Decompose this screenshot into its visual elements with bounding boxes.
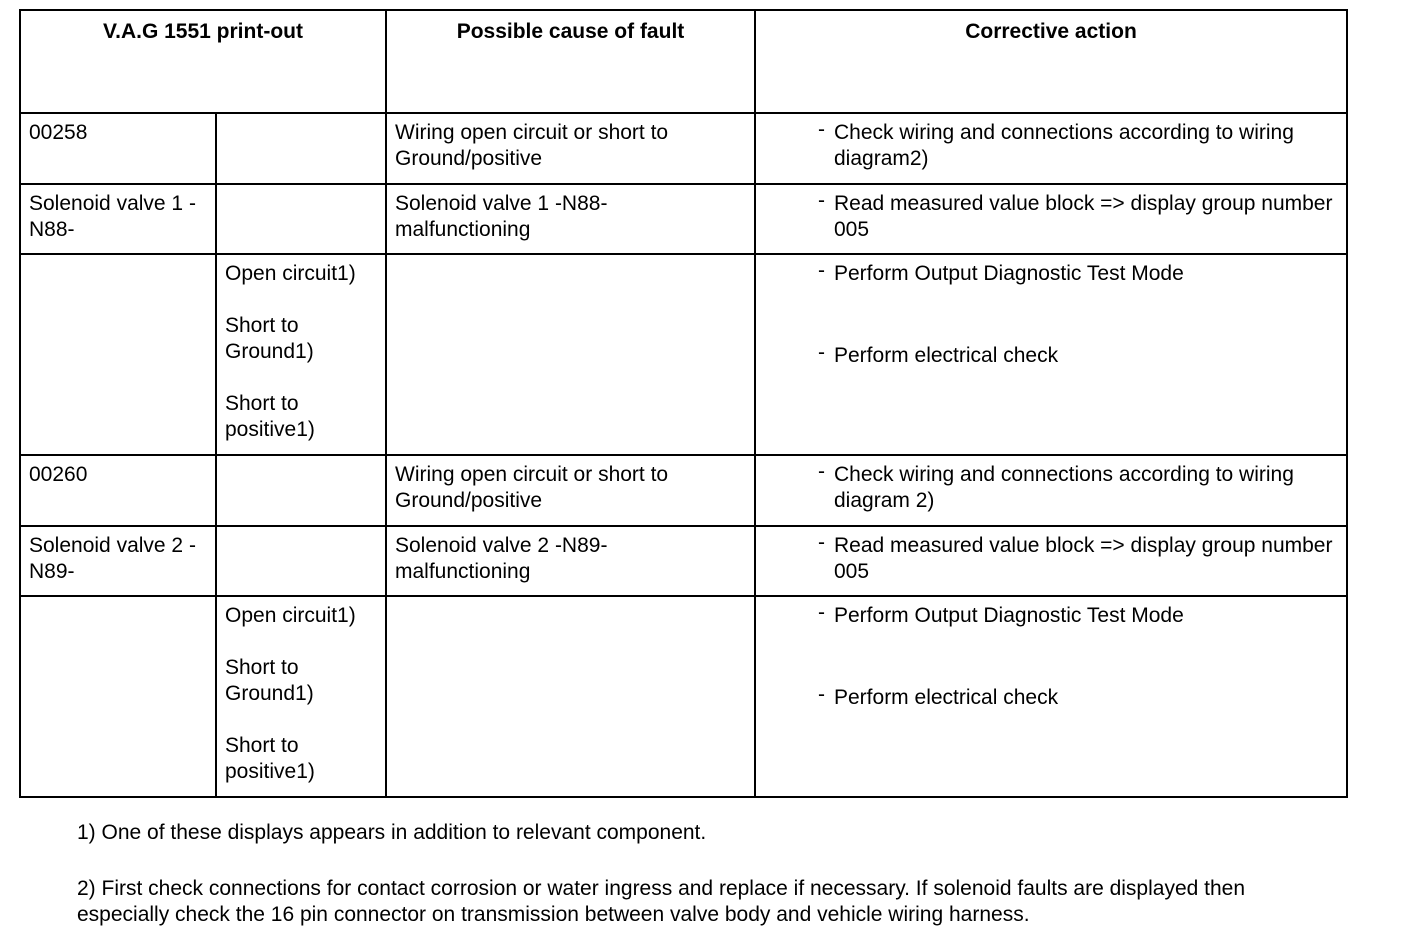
footnote-1: 1) One of these displays appears in addition to relevant component. xyxy=(77,821,707,844)
bullet-dash: - xyxy=(818,460,825,483)
sub-item: Open circuit1) xyxy=(225,262,356,285)
fault-sub xyxy=(216,113,386,184)
bullet-dash: - xyxy=(818,259,825,282)
sub-item: Short to positive1) xyxy=(225,734,315,783)
action-item: - Perform electrical check xyxy=(818,341,1059,367)
fault-code: 00258 xyxy=(20,113,216,184)
action-item: - Read measured value block => display group number 005 xyxy=(818,189,1333,241)
bullet-dash: - xyxy=(818,341,825,364)
bullet-dash: - xyxy=(818,601,825,624)
fault-sub xyxy=(216,526,386,596)
fault-action xyxy=(755,526,1347,596)
action-item: - Perform electrical check xyxy=(818,683,1059,709)
fault-action xyxy=(755,113,1347,184)
action-item: - Perform Output Diagnostic Test Mode xyxy=(818,601,1184,627)
fault-table xyxy=(19,9,1348,798)
fault-sub xyxy=(216,596,386,797)
fault-code: Solenoid valve 2 -N89- xyxy=(20,526,216,596)
table-row xyxy=(20,113,1347,184)
fault-code: 00260 xyxy=(20,455,216,526)
table-row xyxy=(20,526,1347,596)
table-row xyxy=(20,184,1347,254)
bullet-dash: - xyxy=(818,531,825,554)
sub-item: Open circuit1) xyxy=(225,604,356,627)
fault-action xyxy=(755,184,1347,254)
sub-item: Short to Ground1) xyxy=(225,656,314,705)
fault-cause xyxy=(386,254,755,455)
footnote-2: 2) First check connections for contact corrosion or water ingress and replace if necessary. If solenoid faults are displayed then especially check the 16 pin connector on transmission between valve body and vehicle wiring harness. xyxy=(77,877,1246,926)
sub-item: Short to Ground1) xyxy=(225,314,314,363)
header-action: Corrective action xyxy=(755,10,1347,113)
action-item: - Check wiring and connections according to wiring diagram2) xyxy=(818,118,1294,170)
header-printout: V.A.G 1551 print-out xyxy=(20,10,386,113)
table-row xyxy=(20,254,1347,455)
fault-code: Solenoid valve 1 -N88- xyxy=(20,184,216,254)
action-item: - Read measured value block => display group number 005 xyxy=(818,531,1333,583)
fault-cause xyxy=(386,596,755,797)
table-row xyxy=(20,596,1347,797)
fault-action xyxy=(755,455,1347,526)
table-row xyxy=(20,455,1347,526)
bullet-dash: - xyxy=(818,189,825,212)
fault-sub xyxy=(216,184,386,254)
header-cause: Possible cause of fault xyxy=(386,10,755,113)
fault-sub xyxy=(216,254,386,455)
bullet-dash: - xyxy=(818,683,825,706)
fault-cause: Solenoid valve 1 -N88- malfunctioning xyxy=(386,184,755,254)
fault-code xyxy=(20,596,216,797)
fault-action xyxy=(755,254,1347,455)
bullet-dash: - xyxy=(818,118,825,141)
fault-cause: Solenoid valve 2 -N89- malfunctioning xyxy=(386,526,755,596)
action-item: - Perform Output Diagnostic Test Mode xyxy=(818,259,1184,285)
fault-code xyxy=(20,254,216,455)
fault-action xyxy=(755,596,1347,797)
fault-cause: Wiring open circuit or short to Ground/positive xyxy=(386,455,755,526)
fault-sub xyxy=(216,455,386,526)
action-item: - Check wiring and connections according to wiring diagram 2) xyxy=(818,460,1294,512)
sub-item: Short to positive1) xyxy=(225,392,315,441)
header-row xyxy=(20,10,1347,113)
fault-cause: Wiring open circuit or short to Ground/positive xyxy=(386,113,755,184)
